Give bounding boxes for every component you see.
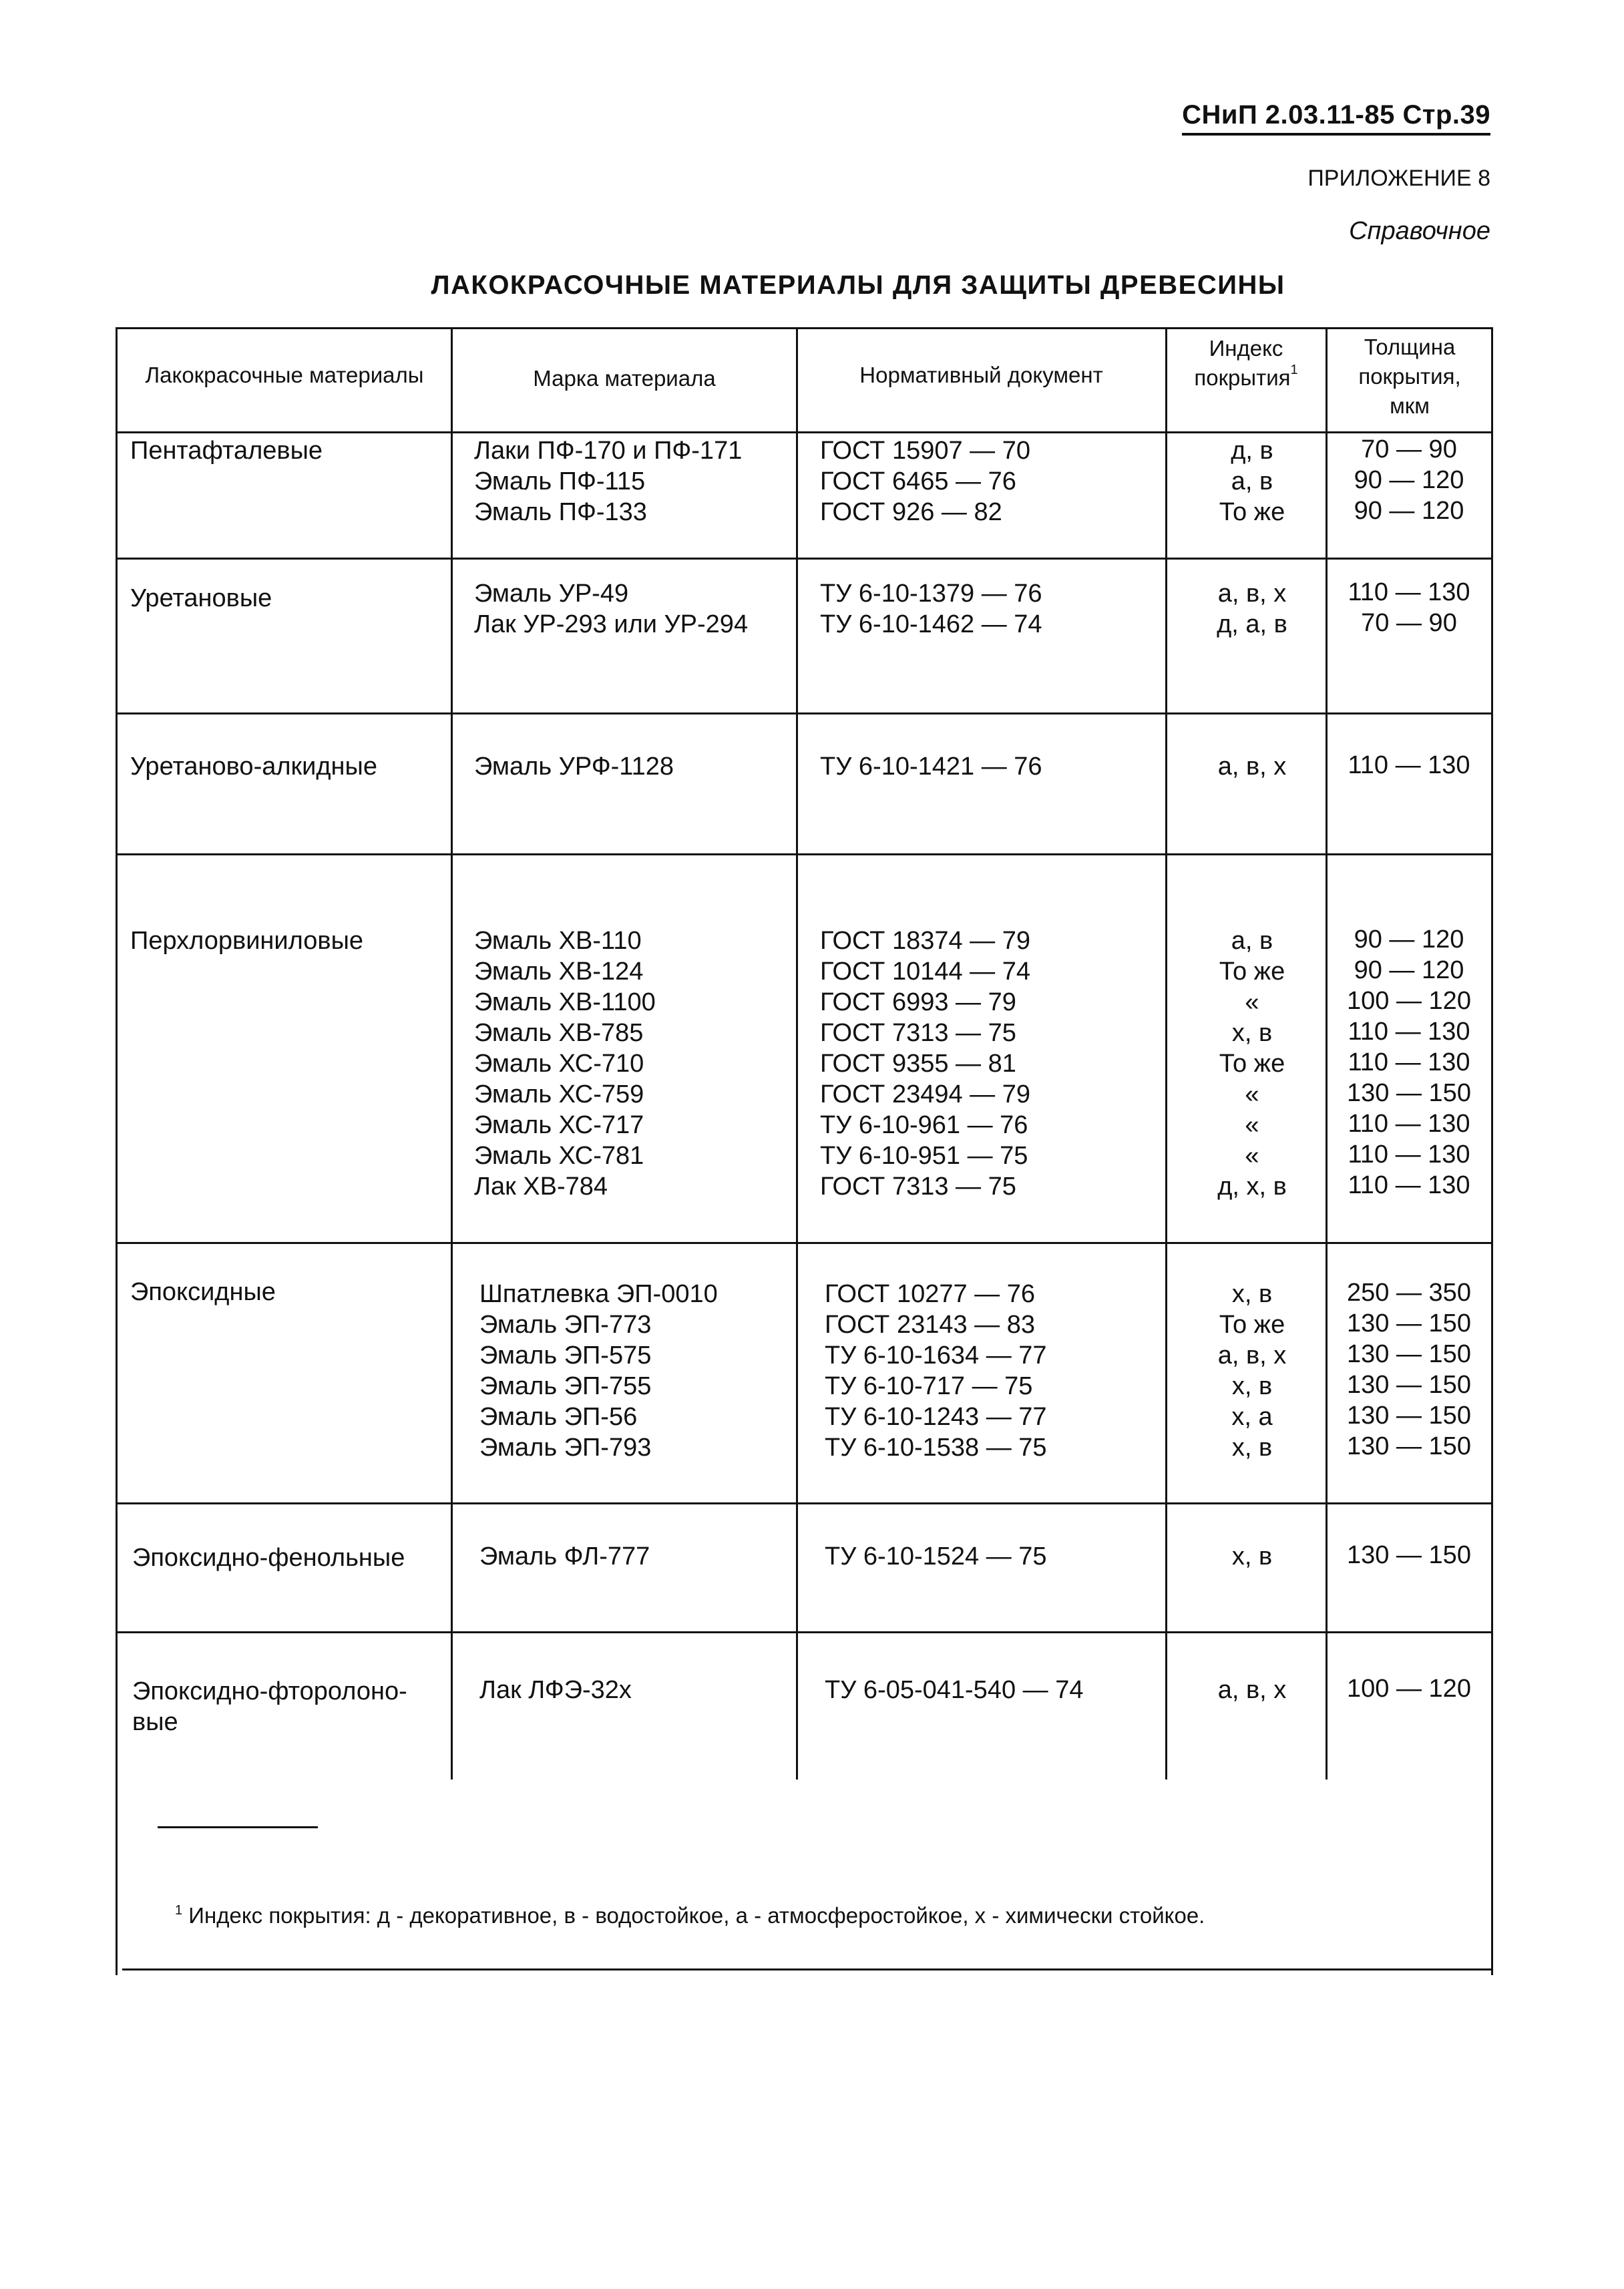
cell-text: ГОСТ 6465 — 76 — [820, 467, 1016, 495]
cell-text: 130 — 150 — [1347, 1371, 1471, 1399]
document-cell — [820, 925, 1030, 1202]
row-divider — [116, 558, 1493, 560]
cell-text: ГОСТ 18374 — 79 — [820, 927, 1031, 955]
index-cell — [1185, 925, 1319, 1202]
document-cell — [825, 1541, 1047, 1572]
cell-text: То же — [1219, 1311, 1285, 1339]
brand-cell — [474, 751, 674, 782]
row-divider — [116, 1242, 1493, 1244]
document-cell — [825, 1279, 1047, 1463]
cell-text: ГОСТ 15907 — 70 — [820, 437, 1031, 465]
cell-text: Лак ЛФЭ-32х — [479, 1676, 632, 1704]
cell-text: ТУ 6-10-1379 — 76 — [820, 580, 1042, 608]
cell-text: ТУ 6-05-041-540 — 74 — [825, 1676, 1084, 1704]
footnote — [175, 1903, 1205, 1928]
cell-text: Эмаль ХВ-1100 — [474, 988, 656, 1016]
header-text: покрытия — [1194, 365, 1291, 390]
index-cell — [1185, 751, 1319, 782]
cell-text: вые — [132, 1708, 178, 1736]
cell-text: 110 — 130 — [1348, 751, 1470, 779]
cell-text: Эпоксидные — [130, 1278, 276, 1306]
cell-text: 130 — 150 — [1347, 1541, 1471, 1569]
row-divider — [116, 1502, 1493, 1504]
cell-text: Перхлорвиниловые — [130, 927, 364, 955]
column-divider — [796, 327, 798, 1780]
cell-text: а, в, х — [1217, 1676, 1287, 1704]
footnote-separator — [158, 1826, 318, 1828]
cell-text: 250 — 350 — [1347, 1279, 1471, 1307]
table-row-name — [132, 1542, 446, 1573]
index-cell — [1185, 1541, 1319, 1572]
thickness-cell — [1336, 750, 1482, 781]
thickness-cell — [1336, 924, 1482, 1201]
cell-text: 110 — 130 — [1348, 1140, 1470, 1169]
header-text: покрытия, — [1358, 364, 1461, 389]
cell-text: ТУ 6-10-961 — 76 — [820, 1111, 1028, 1139]
cell-text: 90 — 120 — [1354, 497, 1464, 525]
document-cell — [825, 1675, 1083, 1705]
column-divider — [1165, 327, 1167, 1780]
header-text: Марка материала — [533, 366, 716, 391]
cell-text: а, в — [1231, 467, 1273, 495]
index-cell — [1185, 578, 1319, 640]
cell-text: Лаки ПФ-170 и ПФ-171 — [474, 437, 743, 465]
cell-text: То же — [1219, 498, 1285, 526]
header-text: Толщина — [1364, 335, 1456, 359]
cell-text: Эмаль ХС-717 — [474, 1111, 644, 1139]
header-text: Лакокрасочные материалы — [145, 363, 424, 387]
cell-text: а, в, х — [1217, 1341, 1287, 1370]
table-row-name — [130, 435, 444, 466]
cell-text: 110 — 130 — [1348, 1018, 1470, 1046]
column-divider — [1326, 327, 1328, 1780]
cell-text: Эпоксидно-фенольные — [132, 1544, 405, 1572]
cell-text: Уретаново-алкидные — [130, 753, 377, 781]
brand-cell — [474, 435, 742, 528]
cell-text: 90 — 120 — [1354, 956, 1464, 984]
cell-text: 110 — 130 — [1348, 1048, 1470, 1076]
row-divider — [116, 853, 1493, 855]
cell-text: Уретановые — [130, 584, 272, 612]
cell-text: « — [1245, 1080, 1259, 1108]
cell-text: ГОСТ 7313 — 75 — [820, 1173, 1016, 1201]
cell-text: 90 — 120 — [1354, 466, 1464, 494]
table-bottom-border — [122, 1968, 1493, 1970]
table-row-name — [130, 751, 444, 782]
column-header-thickness — [1329, 333, 1490, 421]
document-cell — [820, 578, 1042, 640]
thickness-cell — [1336, 1540, 1482, 1571]
cell-text: Эмаль ФЛ-777 — [479, 1542, 650, 1571]
cell-text: ГОСТ 23143 — 83 — [825, 1311, 1036, 1339]
row-divider — [116, 712, 1493, 714]
page-title: ЛАКОКРАСОЧНЫЕ МАТЕРИАЛЫ ДЛЯ ЗАЩИТЫ ДРЕВЕСИНЫ — [431, 270, 1285, 300]
index-cell — [1185, 1675, 1319, 1705]
cell-text: Эмаль ЭП-56 — [479, 1403, 638, 1431]
cell-text: ГОСТ 926 — 82 — [820, 498, 1002, 526]
cell-text: х, в — [1231, 1280, 1273, 1308]
cell-text: а, в — [1231, 927, 1273, 955]
cell-text: а, в, х — [1217, 580, 1287, 608]
cell-text: ТУ 6-10-1243 — 77 — [825, 1403, 1047, 1431]
brand-cell — [474, 578, 748, 640]
cell-text: ТУ 6-10-1634 — 77 — [825, 1341, 1047, 1370]
cell-text: ГОСТ 7313 — 75 — [820, 1019, 1016, 1047]
cell-text: ТУ 6-10-1538 — 75 — [825, 1434, 1047, 1462]
cell-text: « — [1245, 988, 1259, 1016]
cell-text: х, в — [1231, 1434, 1273, 1462]
column-header-brand — [454, 364, 795, 393]
cell-text: ТУ 6-10-951 — 75 — [820, 1142, 1028, 1170]
document-reference: СНиП 2.03.11-85 Стр.39 — [1182, 100, 1490, 136]
cell-text: ГОСТ 10277 — 76 — [825, 1280, 1036, 1308]
index-cell — [1185, 435, 1319, 528]
table-row-name — [130, 1277, 444, 1307]
cell-text: Эмаль ХС-781 — [474, 1142, 644, 1170]
cell-text: Эмаль ЭП-755 — [479, 1372, 652, 1400]
header-text: Нормативный документ — [859, 363, 1103, 387]
cell-text: ГОСТ 6993 — 79 — [820, 988, 1016, 1016]
cell-text: 110 — 130 — [1348, 1110, 1470, 1138]
brand-cell — [474, 925, 656, 1202]
cell-text: д, а, в — [1217, 610, 1287, 638]
cell-text: ГОСТ 23494 — 79 — [820, 1080, 1031, 1108]
cell-text: х, в — [1231, 1372, 1273, 1400]
cell-text: Эмаль ХВ-110 — [474, 927, 642, 955]
thickness-cell — [1336, 1673, 1482, 1704]
cell-text: х, в — [1231, 1542, 1273, 1571]
cell-text: Пентафталевые — [130, 437, 323, 465]
cell-text: Лак ХВ-784 — [474, 1173, 608, 1201]
cell-text: ТУ 6-10-1421 — 76 — [820, 753, 1042, 781]
cell-text: ТУ 6-10-717 — 75 — [825, 1372, 1033, 1400]
document-cell — [820, 751, 1042, 782]
table-right-border — [1491, 327, 1493, 1975]
cell-text: х, а — [1231, 1403, 1273, 1431]
column-divider — [451, 327, 453, 1780]
cell-text: Эмаль ХС-710 — [474, 1050, 644, 1078]
cell-text: Эмаль ХВ-124 — [474, 958, 644, 986]
table-left-border — [116, 327, 118, 1975]
cell-text: То же — [1219, 1050, 1285, 1078]
cell-text: Эмаль ХС-759 — [474, 1080, 644, 1108]
cell-text: 110 — 130 — [1348, 578, 1470, 606]
cell-text: 70 — 90 — [1361, 609, 1457, 637]
appendix-label: ПРИЛОЖЕНИЕ 8 — [1307, 166, 1490, 191]
cell-text: 90 — 120 — [1354, 925, 1464, 954]
cell-text: х, в — [1231, 1019, 1273, 1047]
column-header-index — [1169, 334, 1324, 393]
cell-text: « — [1245, 1111, 1259, 1139]
cell-text: То же — [1219, 958, 1285, 986]
table-row-name — [130, 925, 444, 956]
column-header-material — [120, 361, 449, 390]
header-divider — [116, 431, 1493, 433]
cell-text: ТУ 6-10-1462 — 74 — [820, 610, 1042, 638]
cell-text: 130 — 150 — [1347, 1079, 1471, 1107]
footnote-marker: 1 — [1290, 363, 1298, 377]
column-header-document — [799, 361, 1163, 390]
thickness-cell — [1336, 577, 1482, 638]
brand-cell — [479, 1279, 718, 1463]
footnote-marker: 1 — [175, 1903, 183, 1918]
cell-text: 110 — 130 — [1348, 1171, 1470, 1199]
cell-text: д, в — [1231, 437, 1273, 465]
cell-text: Эмаль УРФ-1128 — [474, 753, 674, 781]
header-text: мкм — [1390, 393, 1430, 418]
table-top-border — [116, 327, 1493, 329]
cell-text: Эмаль ХВ-785 — [474, 1019, 644, 1047]
reference-note: Справочное — [1349, 217, 1490, 245]
cell-text: 130 — 150 — [1347, 1432, 1471, 1460]
document-cell — [820, 435, 1030, 528]
cell-text: а, в, х — [1217, 753, 1287, 781]
table-row-name — [130, 583, 444, 614]
cell-text: 100 — 120 — [1347, 987, 1471, 1015]
cell-text: д, х, в — [1217, 1173, 1287, 1201]
row-divider — [116, 1631, 1493, 1633]
cell-text: 100 — 120 — [1347, 1675, 1471, 1703]
cell-text: Эмаль ЭП-793 — [479, 1434, 652, 1462]
cell-text: Эмаль ЭП-773 — [479, 1311, 652, 1339]
brand-cell — [479, 1541, 650, 1572]
cell-text: 130 — 150 — [1347, 1402, 1471, 1430]
cell-text: ГОСТ 9355 — 81 — [820, 1050, 1016, 1078]
cell-text: « — [1245, 1142, 1259, 1170]
thickness-cell — [1336, 434, 1482, 526]
cell-text: 130 — 150 — [1347, 1340, 1471, 1368]
cell-text: Лак УР-293 или УР-294 — [474, 610, 749, 638]
cell-text: ТУ 6-10-1524 — 75 — [825, 1542, 1047, 1571]
cell-text: 130 — 150 — [1347, 1309, 1471, 1337]
header-text: Индекс — [1209, 336, 1283, 361]
table-row-name — [132, 1676, 446, 1737]
footnote-text: Индекс покрытия: д - декоративное, в - водостойкое, а - атмосферостойкое, х - химически стойкое. — [182, 1903, 1205, 1928]
index-cell — [1185, 1279, 1319, 1463]
cell-text: Шпатлевка ЭП-0010 — [479, 1280, 718, 1308]
cell-text: ГОСТ 10144 — 74 — [820, 958, 1031, 986]
cell-text: Эмаль ЭП-575 — [479, 1341, 652, 1370]
brand-cell — [479, 1675, 632, 1705]
cell-text: Эмаль ПФ-133 — [474, 498, 647, 526]
cell-text: Эмаль ПФ-115 — [474, 467, 646, 495]
cell-text: Эмаль УР-49 — [474, 580, 629, 608]
cell-text: 70 — 90 — [1361, 435, 1457, 463]
cell-text: Эпоксидно-фторолоно- — [132, 1677, 407, 1705]
thickness-cell — [1336, 1277, 1482, 1462]
